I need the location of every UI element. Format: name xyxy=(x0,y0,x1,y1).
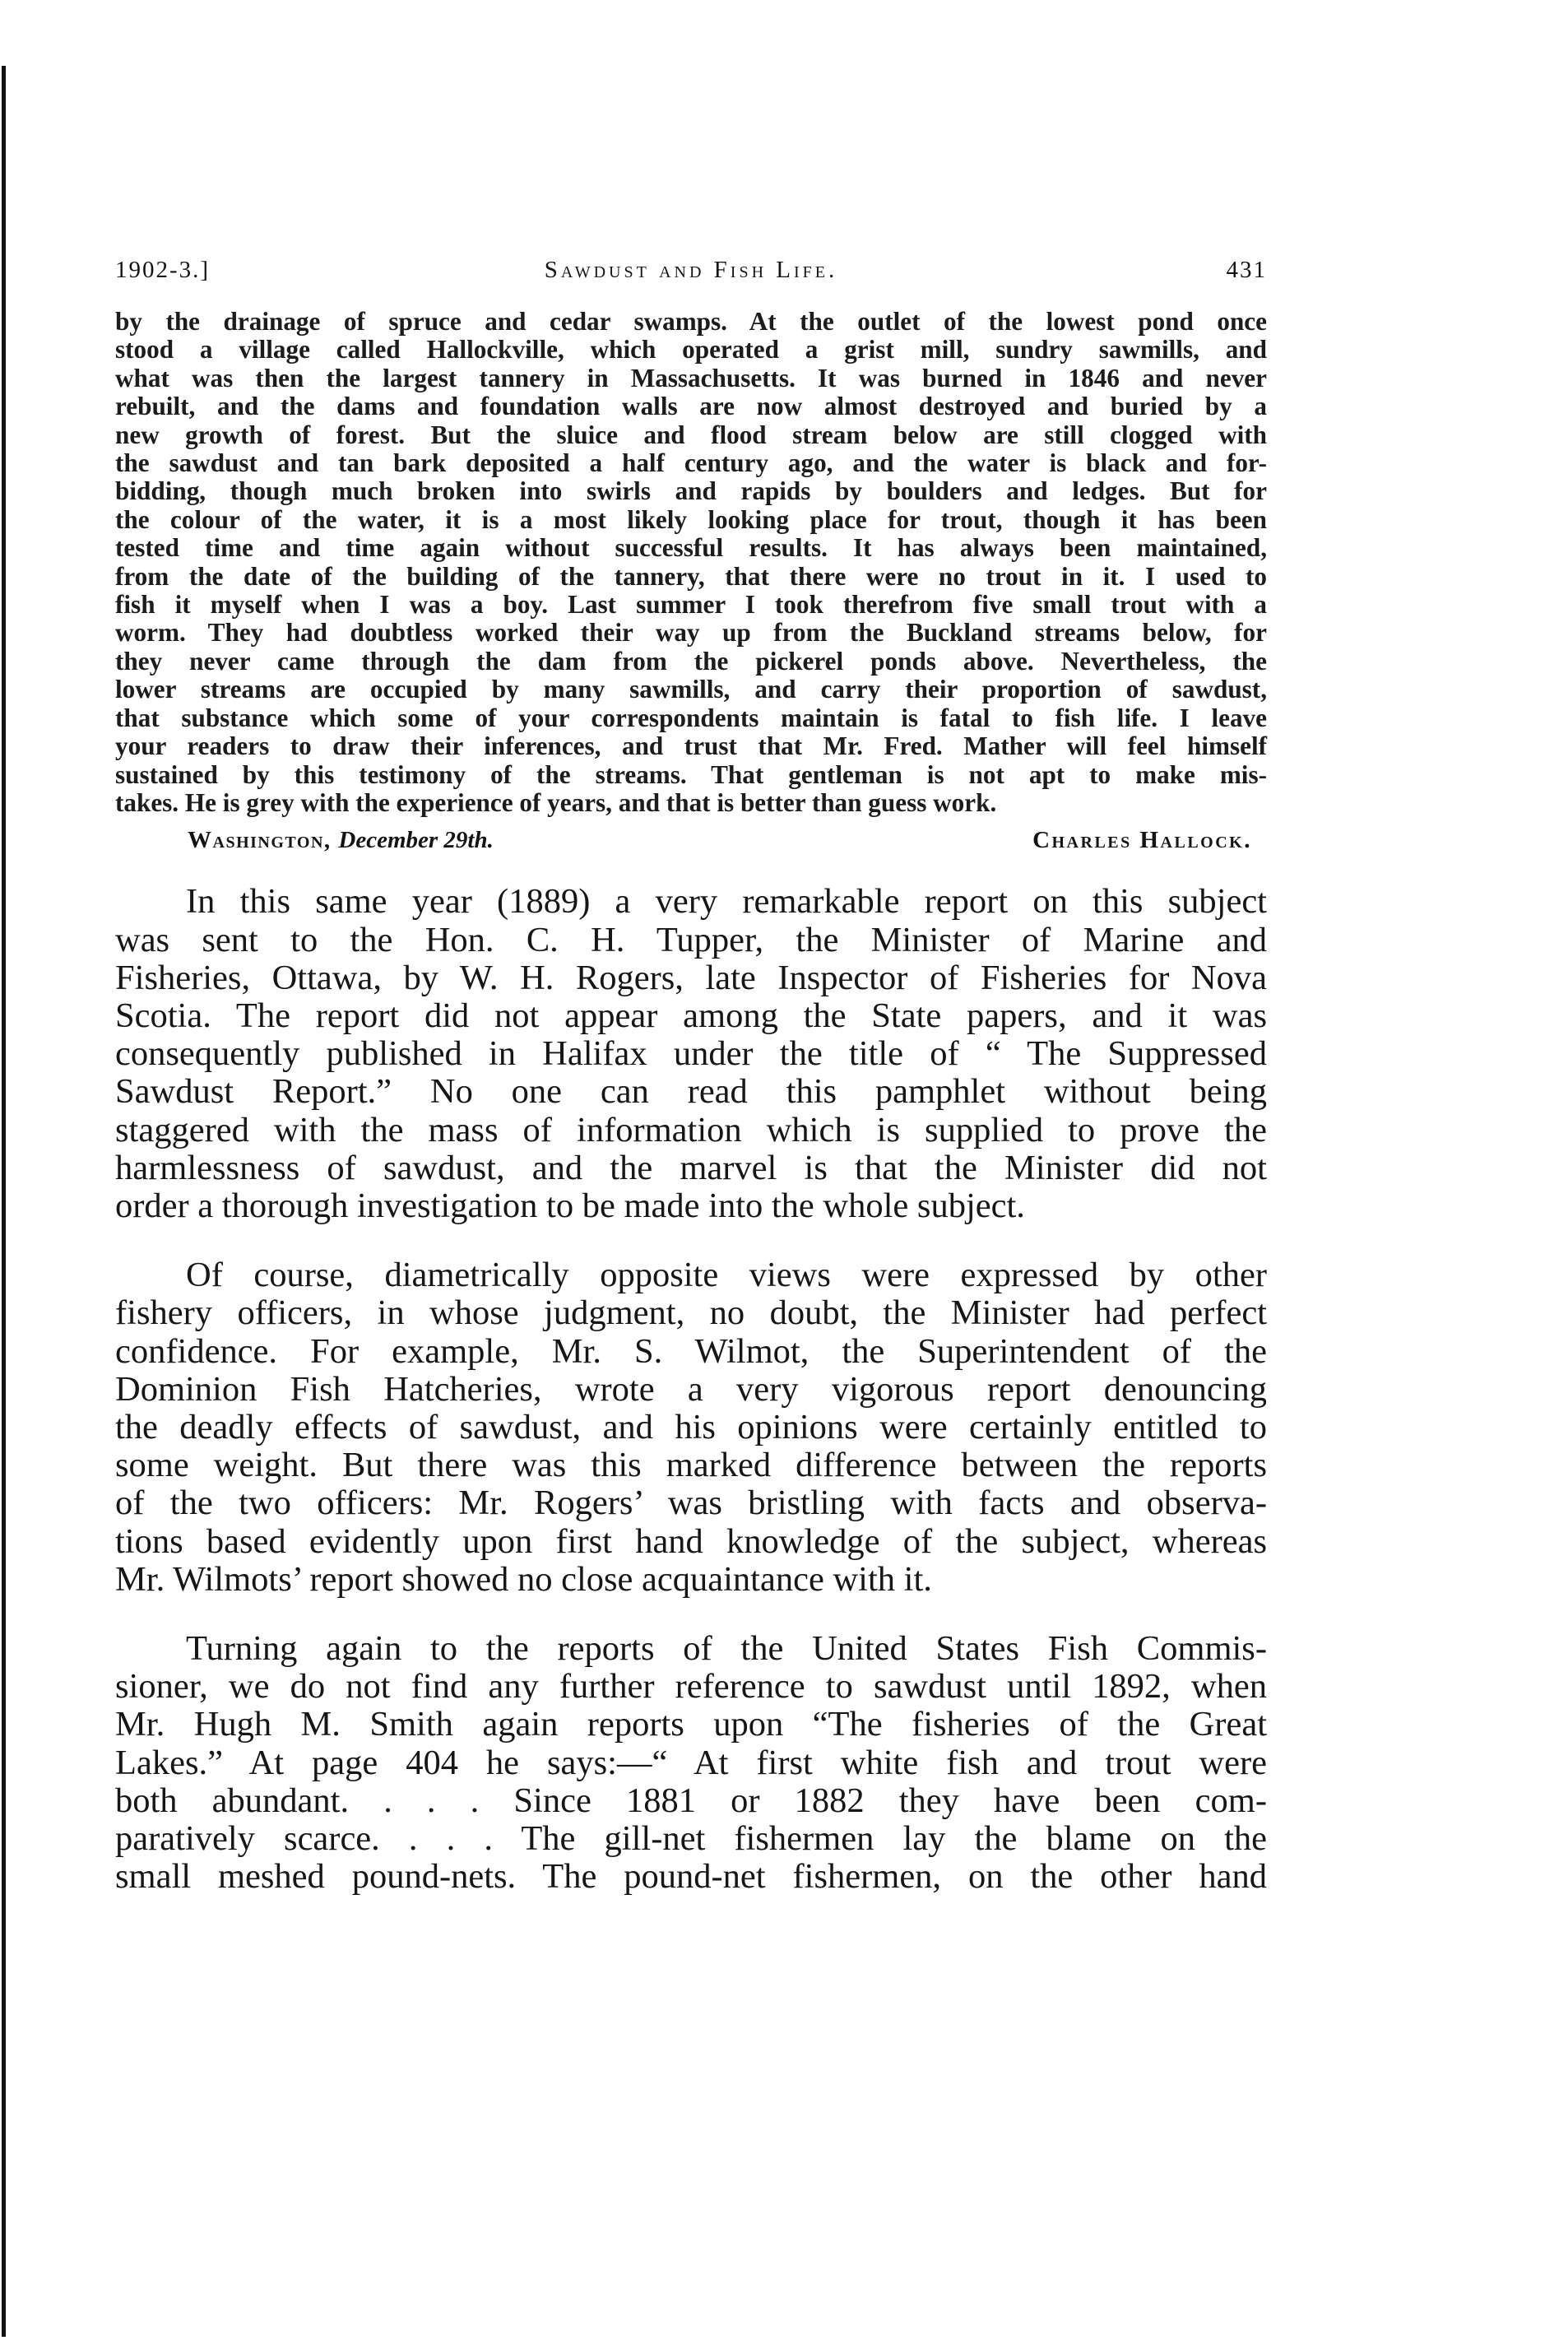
binding-margin-rule xyxy=(2,66,6,2337)
text-line: paratively scarce. . . . The gill-net fishermen lay the blame on the xyxy=(115,1818,1267,1858)
text-line: was sent to the Hon. C. H. Tupper, the Minister of Marine and xyxy=(115,920,1267,959)
letter-line: bidding, though much broken into swirls and rapids by boulders and ledges. But for xyxy=(115,476,1267,506)
text-line: sioner, we do not find any further reference to sawdust until 1892, when xyxy=(115,1667,1267,1707)
text-line: order a thorough investigation to be made into the whole subject. xyxy=(115,1186,1025,1225)
text-line: of the two officers: Mr. Rogers’ was bristling with facts and observa- xyxy=(115,1484,1267,1523)
letter-line: what was then the largest tannery in Massachusetts. It was burned in 1846 and never xyxy=(115,363,1267,392)
letter-line: new growth of forest. But the sluice and flood stream below are still clogged with xyxy=(115,420,1267,449)
letter-line: the colour of the water, it is a most likely looking place for trout, though it has been xyxy=(115,504,1267,534)
text-line: harmlessness of sawdust, and the marvel is that the Minister did not xyxy=(115,1148,1267,1187)
letter-line: takes. He is grey with the experience of years, and that is better than guess work. xyxy=(115,787,997,817)
letter-line: sustained by this testimony of the streams. That gentleman is not apt to make mis- xyxy=(115,759,1267,789)
letter-line: by the drainage of spruce and cedar swamps. At the outlet of the lowest pond once xyxy=(115,307,1267,336)
header-title: Sawdust and Fish Life. xyxy=(544,257,838,283)
page-number: 431 xyxy=(1226,257,1267,283)
letter-line: fish it myself when I was a boy. Last summer I took therefrom five small trout with a xyxy=(115,590,1267,620)
text-line: Lakes.” At page 404 he says:—“ At first white fish and trout were xyxy=(115,1743,1267,1782)
text-line: Mr. Hugh M. Smith again reports upon “The fisheries of the Great xyxy=(115,1705,1267,1744)
letter-line: tested time and time again without successful results. It has always been maintained, xyxy=(115,533,1267,563)
letter-line: they never came through the dam from the pickerel ponds above. Nevertheless, the xyxy=(115,646,1267,676)
text-line: Dominion Fish Hatcheries, wrote a very vigorous report denouncing xyxy=(115,1369,1267,1409)
running-head xyxy=(115,257,1267,298)
letter-signature xyxy=(115,822,1267,861)
letter-line: your readers to draw their inferences, and trust that Mr. Fred. Mather will feel himself xyxy=(115,731,1267,761)
text-line: fishery officers, in whose judgment, no doubt, the Minister had perfect xyxy=(115,1293,1267,1333)
paragraph xyxy=(115,883,1267,1225)
text-line: Mr. Wilmots’ report showed no close acquaintance with it. xyxy=(115,1559,932,1599)
text-line: some weight. But there was this marked difference between the reports xyxy=(115,1446,1267,1485)
text-line: Scotia. The report did not appear among the State papers, and it was xyxy=(115,996,1267,1035)
text-line: both abundant. . . . Since 1881 or 1882 they have been com- xyxy=(115,1781,1267,1820)
text-line: consequently published in Halifax under the title of “ The Suppressed xyxy=(115,1034,1267,1074)
text-line: tions based evidently upon first hand knowledge of the subject, whereas xyxy=(115,1521,1267,1561)
letter-line: stood a village called Hallockville, which operated a grist mill, sundry sawmills, and xyxy=(115,335,1267,365)
text-line: confidence. For example, Mr. S. Wilmot, the Superintendent of the xyxy=(115,1331,1267,1371)
paragraph xyxy=(115,1630,1267,1896)
letter-line: lower streams are occupied by many sawmills, and carry their proportion of sawdust, xyxy=(115,675,1267,704)
text-line: Sawdust Report.” No one can read this pamphlet without being xyxy=(115,1072,1267,1112)
page xyxy=(115,257,1267,1927)
header-date: 1902-3.] xyxy=(115,257,211,283)
letter-line: the sawdust and tan bark deposited a half century ago, and the water is black and for- xyxy=(115,448,1267,478)
text-line: Fisheries, Ottawa, by W. H. Rogers, late Inspector of Fisheries for Nova xyxy=(115,958,1267,997)
letter-line: that substance which some of your correspondents maintain is fatal to fish life. I leave xyxy=(115,703,1267,732)
text-line: staggered with the mass of information which is supplied to prove the xyxy=(115,1110,1267,1149)
signature-date: December 29th. xyxy=(338,827,494,854)
text-line: In this same year (1889) a very remarkable report on this subject xyxy=(186,882,1267,922)
text-line: Of course, diametrically opposite views were expressed by other xyxy=(186,1256,1267,1295)
main-text xyxy=(115,883,1267,1896)
paragraph xyxy=(115,1256,1267,1599)
signature-place: Washington, December 29th. xyxy=(188,827,494,854)
quoted-letter xyxy=(115,308,1267,817)
text-line: small meshed pound-nets. The pound-net fishermen, on the other hand xyxy=(115,1857,1267,1897)
letter-line: rebuilt, and the dams and foundation walls are now almost destroyed and buried by a xyxy=(115,392,1267,421)
text-line: the deadly effects of sawdust, and his opinions were certainly entitled to xyxy=(115,1407,1267,1446)
signature-name: Charles Hallock. xyxy=(1032,827,1252,854)
letter-line: worm. They had doubtless worked their way up from the Buckland streams below, for xyxy=(115,618,1267,648)
letter-line: from the date of the building of the tannery, that there were no trout in it. I used to xyxy=(115,561,1267,591)
text-line: Turning again to the reports of the United States Fish Commis- xyxy=(186,1628,1267,1668)
